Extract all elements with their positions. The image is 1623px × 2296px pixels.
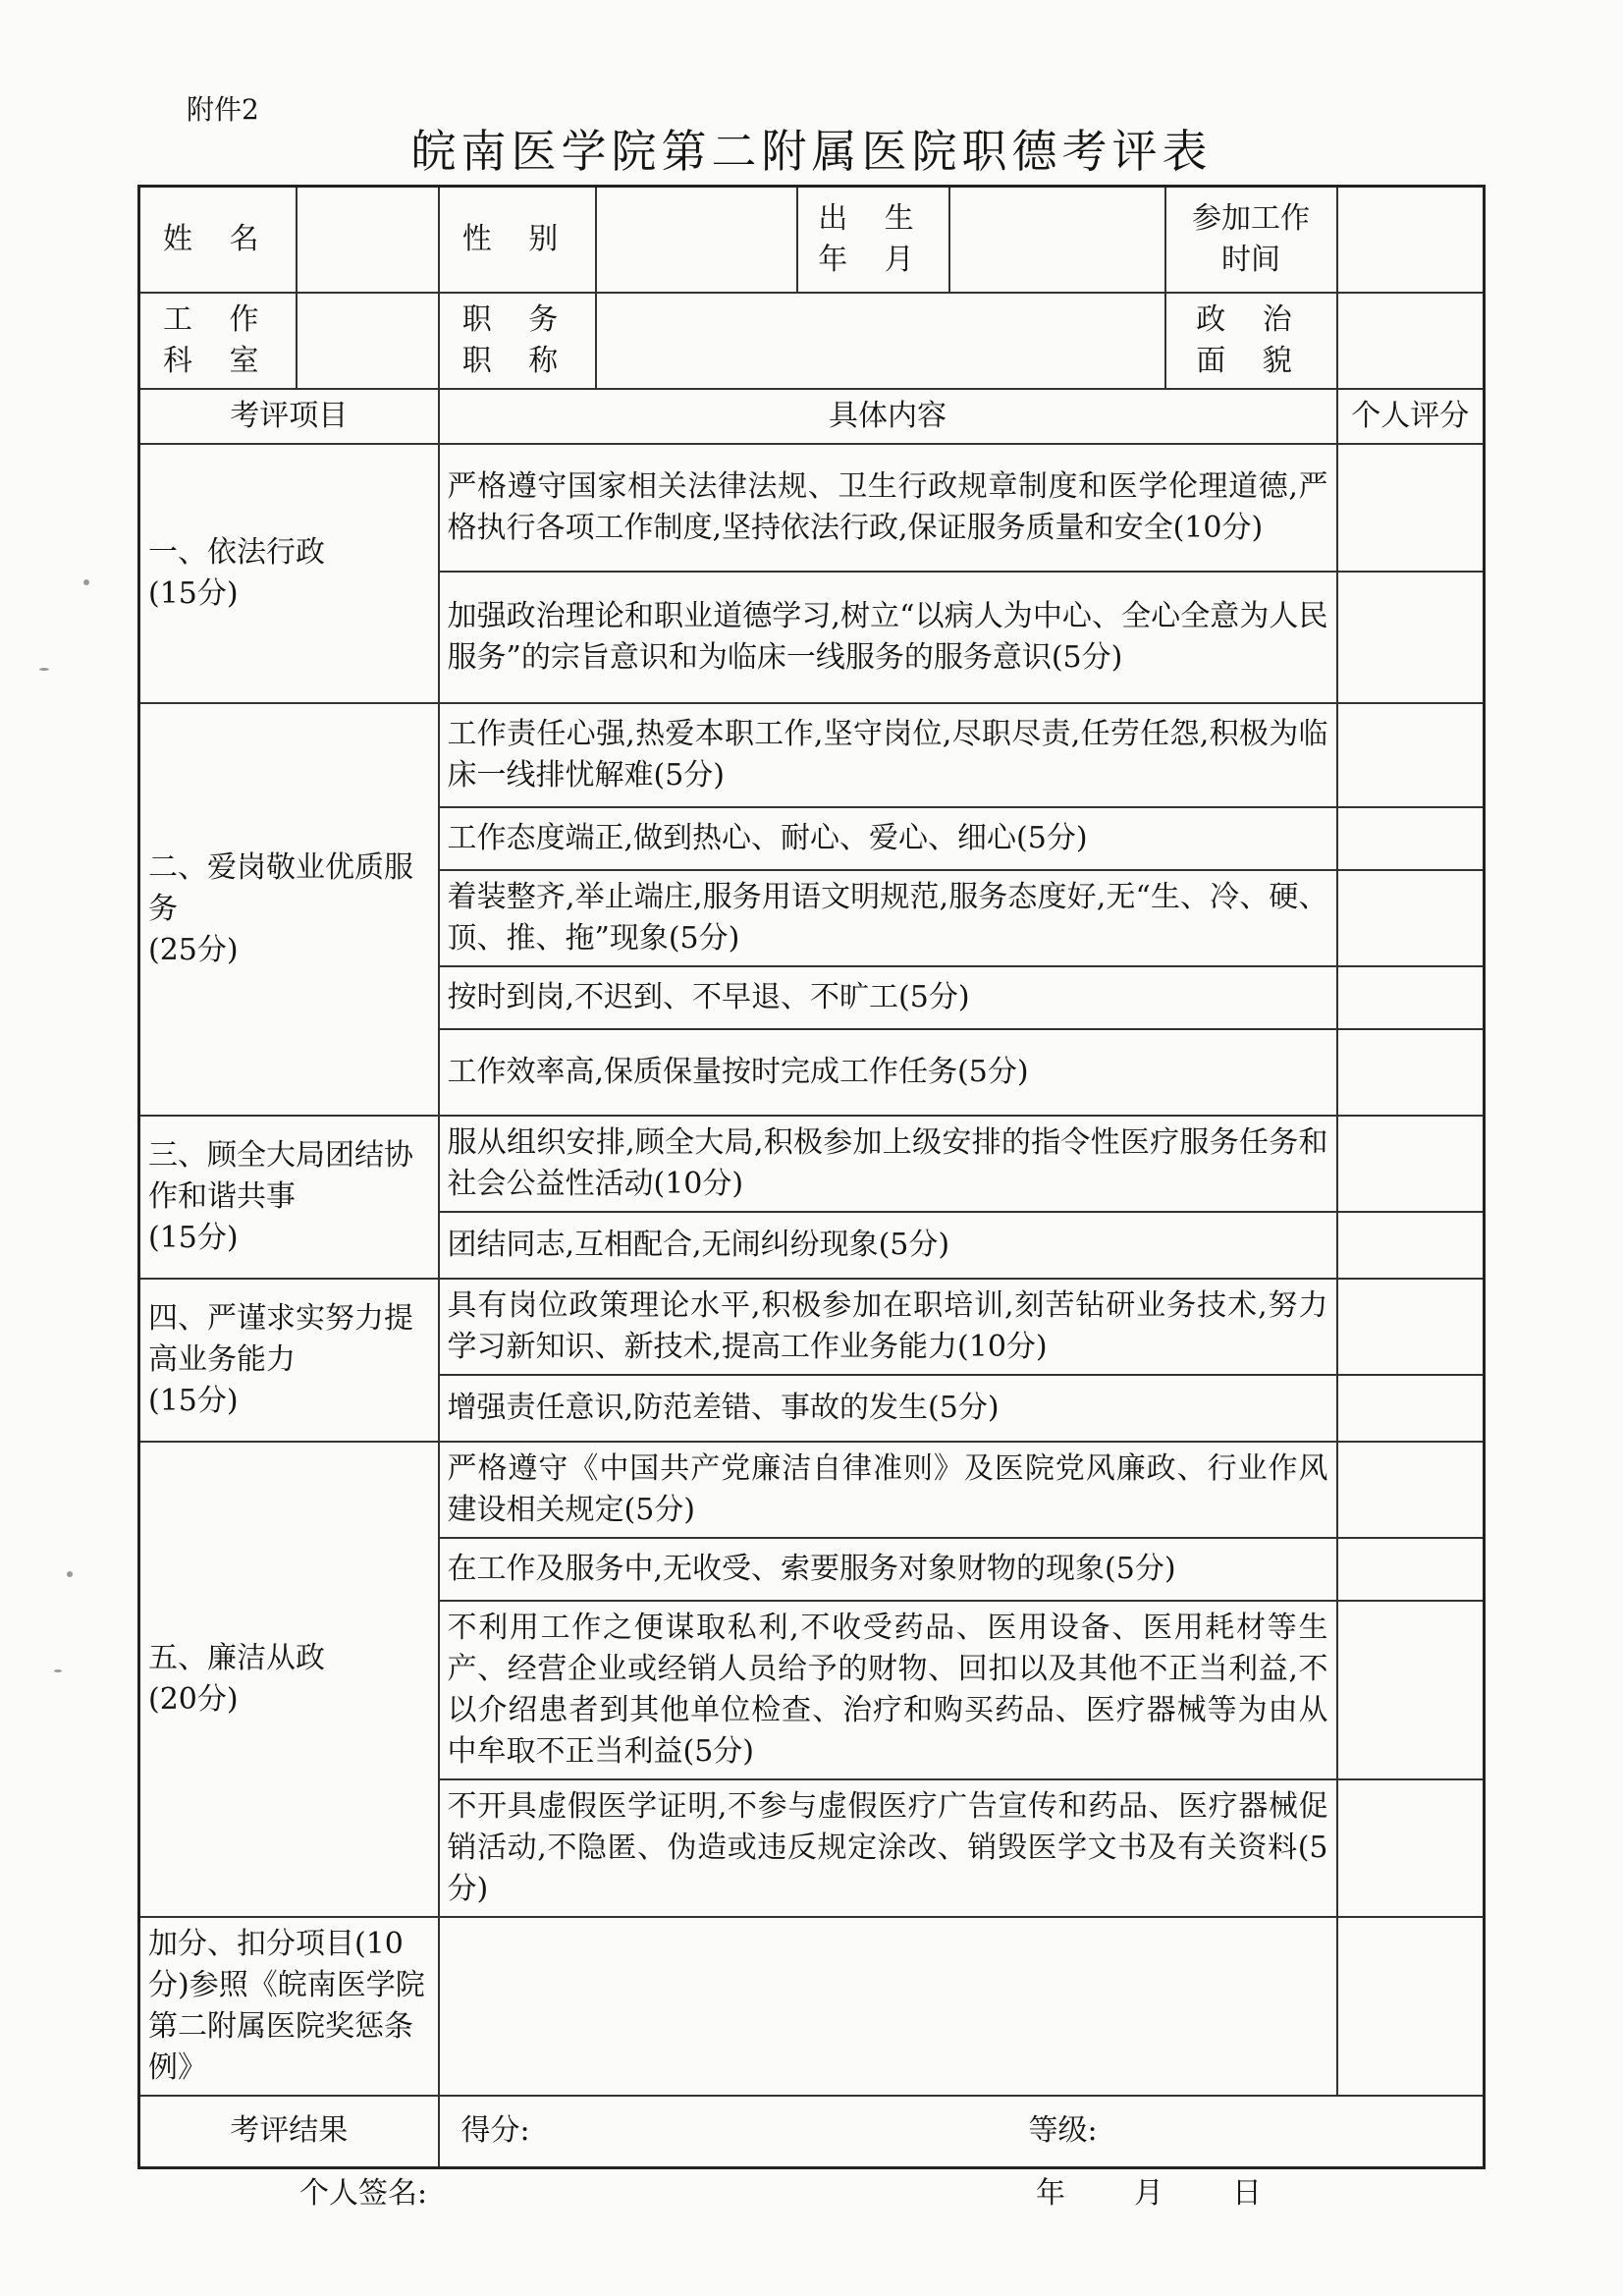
bonus-label: 加分、扣分项目(10分)参照《皖南医学院第二附属医院奖惩条例》 bbox=[139, 1917, 439, 2096]
evaluation-table bbox=[137, 185, 1486, 2169]
section-1-score-1[interactable] bbox=[1337, 444, 1485, 572]
gender-label: 性 别 bbox=[439, 187, 596, 293]
political-status-field[interactable] bbox=[1337, 293, 1485, 389]
position-field[interactable] bbox=[596, 293, 1165, 389]
section-1-row-1 bbox=[139, 444, 1485, 572]
attachment-label: 附件2 bbox=[187, 93, 259, 126]
info-row-2 bbox=[139, 293, 1485, 389]
result-label: 考评结果 bbox=[139, 2096, 439, 2168]
section-4-score-2[interactable] bbox=[1337, 1375, 1485, 1442]
section-4-category: 四、严谨求实努力提高业务能力 (15分) bbox=[139, 1279, 439, 1442]
name-label: 姓 名 bbox=[139, 187, 297, 293]
section-4-score-1[interactable] bbox=[1337, 1279, 1485, 1375]
section-2-score-5[interactable] bbox=[1337, 1029, 1485, 1116]
section-5-category: 五、廉洁从政 (20分) bbox=[139, 1442, 439, 1917]
scan-speck bbox=[83, 579, 89, 585]
section-3-item-2: 团结同志,互相配合,无闹纠纷现象(5分) bbox=[439, 1212, 1337, 1279]
section-2-item-3: 着装整齐,举止端庄,服务用语文明规范,服务态度好,无“生、冷、硬、顶、推、拖”现象(5分) bbox=[439, 870, 1337, 966]
birth-field[interactable] bbox=[949, 187, 1165, 293]
political-status-label: 政 治 面 貌 bbox=[1165, 293, 1337, 389]
section-5-item-3: 不利用工作之便谋取私利,不收受药品、医用设备、医用耗材等生产、经营企业或经销人员给予的财物、回扣以及其他不正当利益,不以介绍患者到其他单位检查、治疗和购买药品、医疗器械等为由从中牟取不正当利益(5分) bbox=[439, 1601, 1337, 1779]
department-label: 工 作 科 室 bbox=[139, 293, 297, 389]
section-5-score-1[interactable] bbox=[1337, 1442, 1485, 1538]
section-2-score-4[interactable] bbox=[1337, 966, 1485, 1029]
section-2-score-3[interactable] bbox=[1337, 870, 1485, 966]
month-label: 月 bbox=[1134, 2176, 1163, 2211]
section-5-item-1: 严格遵守《中国共产党廉洁自律准则》及医院党风廉政、行业作风建设相关规定(5分) bbox=[439, 1442, 1337, 1538]
section-3-row-1 bbox=[139, 1116, 1485, 1212]
section-3-score-2[interactable] bbox=[1337, 1212, 1485, 1279]
section-4-item-2: 增强责任意识,防范差错、事故的发生(5分) bbox=[439, 1375, 1337, 1442]
gender-field[interactable] bbox=[596, 187, 797, 293]
section-2-score-1[interactable] bbox=[1337, 703, 1485, 807]
section-2-score-2[interactable] bbox=[1337, 807, 1485, 870]
section-2-category: 二、爱岗敬业优质服务 (25分) bbox=[139, 703, 439, 1116]
section-1-item-1: 严格遵守国家相关法律法规、卫生行政规章制度和医学伦理道德,严格执行各项工作制度,坚持依法行政,保证服务质量和安全(10分) bbox=[439, 444, 1337, 572]
name-field[interactable] bbox=[297, 187, 439, 293]
section-2-row-1 bbox=[139, 703, 1485, 807]
info-row-1 bbox=[139, 187, 1485, 293]
position-label: 职 务 职 称 bbox=[439, 293, 596, 389]
section-2-item-4: 按时到岗,不迟到、不早退、不旷工(5分) bbox=[439, 966, 1337, 1029]
section-5-score-3[interactable] bbox=[1337, 1601, 1485, 1779]
section-3-score-1[interactable] bbox=[1337, 1116, 1485, 1212]
header-item: 考评项目 bbox=[139, 389, 439, 444]
section-5-score-2[interactable] bbox=[1337, 1538, 1485, 1601]
section-2-item-5: 工作效率高,保质保量按时完成工作任务(5分) bbox=[439, 1029, 1337, 1116]
bonus-row bbox=[139, 1917, 1485, 2096]
result-field[interactable] bbox=[439, 2096, 1485, 2168]
section-3-item-1: 服从组织安排,顾全大局,积极参加上级安排的指令性医疗服务任务和社会公益性活动(10分) bbox=[439, 1116, 1337, 1212]
date-line bbox=[1036, 2168, 1262, 2212]
header-row bbox=[139, 389, 1485, 444]
year-label: 年 bbox=[1036, 2176, 1065, 2211]
bonus-score-field[interactable] bbox=[1337, 1917, 1485, 2096]
section-5-row-1 bbox=[139, 1442, 1485, 1538]
section-1-category: 一、依法行政 (15分) bbox=[139, 444, 439, 703]
work-start-label: 参加工作 时间 bbox=[1165, 187, 1337, 293]
section-2-item-2: 工作态度端正,做到热心、耐心、爱心、细心(5分) bbox=[439, 807, 1337, 870]
section-1-item-2: 加强政治理论和职业道德学习,树立“以病人为中心、全心全意为人民服务”的宗旨意识和为临床一线服务的服务意识(5分) bbox=[439, 572, 1337, 703]
birth-label: 出 生 年 月 bbox=[797, 187, 949, 293]
scan-speck bbox=[67, 1571, 73, 1577]
department-field[interactable] bbox=[297, 293, 439, 389]
score-label: 得分: bbox=[460, 2113, 530, 2149]
work-start-field[interactable] bbox=[1337, 187, 1485, 293]
header-score: 个人评分 bbox=[1337, 389, 1485, 444]
scan-speck bbox=[54, 1669, 62, 1672]
section-5-score-4[interactable] bbox=[1337, 1779, 1485, 1917]
result-row bbox=[139, 2096, 1485, 2168]
section-5-item-2: 在工作及服务中,无收受、索要服务对象财物的现象(5分) bbox=[439, 1538, 1337, 1601]
section-4-item-1: 具有岗位政策理论水平,积极参加在职培训,刻苦钻研业务技术,努力学习新知识、新技术,提高工作业务能力(10分) bbox=[439, 1279, 1337, 1375]
section-4-row-1 bbox=[139, 1279, 1485, 1375]
section-2-item-1: 工作责任心强,热爱本职工作,坚守岗位,尽职尽责,任劳任怨,积极为临床一线排忧解难(5分) bbox=[439, 703, 1337, 807]
scan-speck bbox=[39, 668, 49, 671]
section-5-item-4: 不开具虚假医学证明,不参与虚假医疗广告宣传和药品、医疗器械促销活动,不隐匿、伪造或违反规定涂改、销毁医学文书及有关资料(5分) bbox=[439, 1779, 1337, 1917]
form-title: 皖南医学院第二附属医院职德考评表 bbox=[410, 125, 1213, 178]
bonus-content-field[interactable] bbox=[439, 1917, 1337, 2096]
grade-label: 等级: bbox=[1028, 2113, 1098, 2149]
header-content: 具体内容 bbox=[439, 389, 1337, 444]
signature-label: 个人签名: bbox=[299, 2176, 428, 2211]
section-3-category: 三、顾全大局团结协作和谐共事 (15分) bbox=[139, 1116, 439, 1279]
day-label: 日 bbox=[1232, 2176, 1262, 2211]
section-1-score-2[interactable] bbox=[1337, 572, 1485, 703]
